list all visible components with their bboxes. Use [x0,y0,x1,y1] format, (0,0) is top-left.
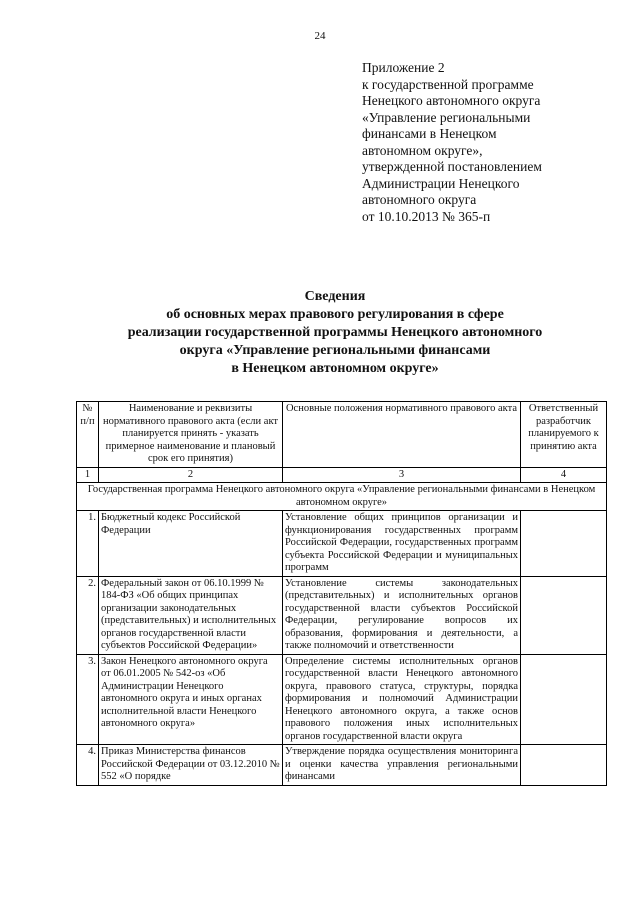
table-row [77,576,607,654]
appendix-line: автономном округе», [362,142,483,158]
appendix-line: Приложение 2 [362,60,445,75]
row-number: 4. [77,745,99,786]
heading-line: округа «Управление региональными финансами [179,343,491,358]
column-number: 1 [77,467,99,483]
appendix-line: Ненецкого автономного округа [362,93,541,108]
appendix-line: «Управление региональными [362,109,531,125]
program-row [77,483,607,511]
appendix-block [362,60,622,225]
table-row [77,654,607,745]
header-developer: Ответственный разработчик планируемого к принятию акта [521,402,607,468]
header-number: № п/п [77,402,99,468]
column-number-row [77,467,607,483]
appendix-line: от 10.10.2013 № 365-п [362,208,491,224]
table-row [77,511,607,577]
document-heading [70,288,600,378]
row-document: Федеральный закон от 06.10.1999 № 184-ФЗ «Об общих принципах организации законодательных (представительных) и исполнительных органов государственной власти субъектов Российской Федерации» [99,576,283,654]
row-developer [521,576,607,654]
row-provisions: Установление системы законодательных (представительных) и исполнительных органов государственной власти субъектов Российской Федерации, регулирование вопросов их образования, формирования и деятельности, а также полномочий и ответственности [283,576,521,654]
row-developer [521,511,607,577]
program-title: Государственная программа Ненецкого автономного округа «Управление региональными финансами в Ненецком автономном округе» [77,483,607,511]
appendix-line: Администрации Ненецкого [362,175,520,191]
header-provisions: Основные положения нормативного правового акта [283,402,521,468]
heading-title: Сведения [304,289,366,304]
row-developer [521,745,607,786]
heading-line: реализации государственной программы Ненецкого автономного [127,325,543,340]
appendix-line: к государственной программе [362,76,534,92]
row-number: 2. [77,576,99,654]
row-document: Закон Ненецкого автономного округа от 06.01.2005 № 542-оз «Об Администрации Ненецкого автономного округа и иных органах исполнительной власти Ненецкого автономного округа» [99,654,283,745]
appendix-line: утвержденной постановлением [362,159,542,174]
column-number: 4 [521,467,607,483]
row-number: 3. [77,654,99,745]
row-provisions: Определение системы исполнительных органов государственной власти Ненецкого автономного округа, правового статуса, структуры, порядка формирования и полномочий Администрации Ненецкого автономного округа, а также основ правового положения иных исполнительных органов государственной власти округа [283,654,521,745]
heading-line: в Ненецком автономном округе» [231,361,439,376]
appendix-line: автономного округа [362,192,477,207]
appendix-line: финансами в Ненецком [362,126,497,141]
header-document: Наименование и реквизиты нормативного правового акта (если акт планируется принять - указать примерное наименование и плановый срок его принятия) [99,402,283,468]
table-row [77,745,607,786]
measures-table [76,401,607,786]
column-number: 3 [283,467,521,483]
row-provisions: Утверждение порядка осуществления мониторинга и оценки качества управления региональными финансами [283,745,521,786]
heading-line: об основных мерах правового регулирования в сфере [166,307,504,322]
row-number: 1. [77,511,99,577]
row-provisions: Установление общих принципов организации и функционирования государственных программ Российской Федерации, государственных программ субъекта Российской Федерации и муниципальных программ [283,511,521,577]
row-document: Приказ Министерства финансов Российской Федерации от 03.12.2010 № 552 «О порядке [99,745,283,786]
page-number: 24 [314,30,326,42]
column-number: 2 [99,467,283,483]
table-header-row [77,402,607,468]
row-document: Бюджетный кодекс Российской Федерации [99,511,283,577]
row-developer [521,654,607,745]
